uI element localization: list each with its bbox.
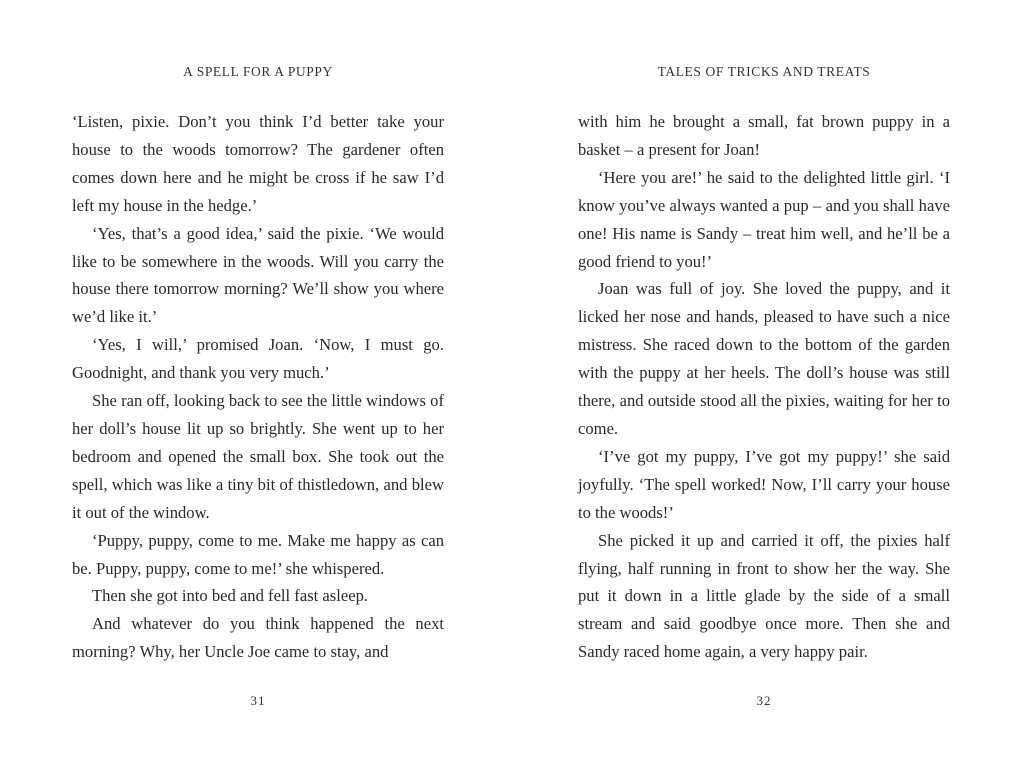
running-head: TALES OF TRICKS AND TREATS xyxy=(657,64,871,79)
left-page xyxy=(72,0,444,783)
paragraph: She ran off, looking back to see the little windows of her doll’s house lit up so brightly. She went up to her bedroom and opened the small box. She took out the spell, which was like a tiny bit of thistledown, and blew it out of the window. xyxy=(72,391,444,522)
paragraph: ‘Yes, I will,’ promised Joan. ‘Now, I must go. Goodnight, and thank you very much.’ xyxy=(72,335,444,383)
body-text xyxy=(72,108,444,666)
paragraph: Joan was full of joy. She loved the puppy, and it licked her nose and hands, pleased to have such a nice mistress. She raced down to the bottom of the garden with the puppy at her heels. The doll’s house was still there, and outside stood all the pixies, waiting for her to come. xyxy=(578,279,950,438)
body-text xyxy=(578,108,950,666)
paragraph: with him he brought a small, fat brown puppy in a basket – a present for Joan! xyxy=(578,112,950,159)
paragraph: ‘I’ve got my puppy, I’ve got my puppy!’ she said joyfully. ‘The spell worked! Now, I’ll carry your house to the woods!’ xyxy=(578,446,950,522)
paragraph: ‘Puppy, puppy, come to me. Make me happy as can be. Puppy, puppy, come to me!’ she whispered. xyxy=(72,530,444,578)
running-head: A SPELL FOR A PUPPY xyxy=(183,64,333,79)
paragraph: Then she got into bed and fell fast asleep. xyxy=(92,586,369,606)
page-number: 31 xyxy=(250,693,266,708)
paragraph: ‘Yes, that’s a good idea,’ said the pixie. ‘We would like to be somewhere in the woods. Will you carry the house there tomorrow morning? We’ll show you where we’d like it.’ xyxy=(72,223,444,327)
page-number: 32 xyxy=(756,693,772,708)
paragraph: ‘Listen, pixie. Don’t you think I’d better take your house to the woods tomorrow? The gardener often comes down here and he might be cross if he saw I’d left my house in the hedge.’ xyxy=(72,112,444,215)
paragraph: And whatever do you think happened the next morning? Why, her Uncle Joe came to stay, and xyxy=(72,614,444,662)
right-page xyxy=(578,0,950,783)
paragraph: She picked it up and carried it off, the pixies half flying, half running in front to show her the way. She put it down in a little glade by the side of a small stream and said goodbye once more. Then she and Sandy raced home again, a very happy pair. xyxy=(578,530,950,662)
paragraph: ‘Here you are!’ he said to the delighted little girl. ‘I know you’ve always wanted a pup – and you shall have one! His name is Sandy – treat him well, and he’ll be a good friend to you!’ xyxy=(578,167,950,271)
